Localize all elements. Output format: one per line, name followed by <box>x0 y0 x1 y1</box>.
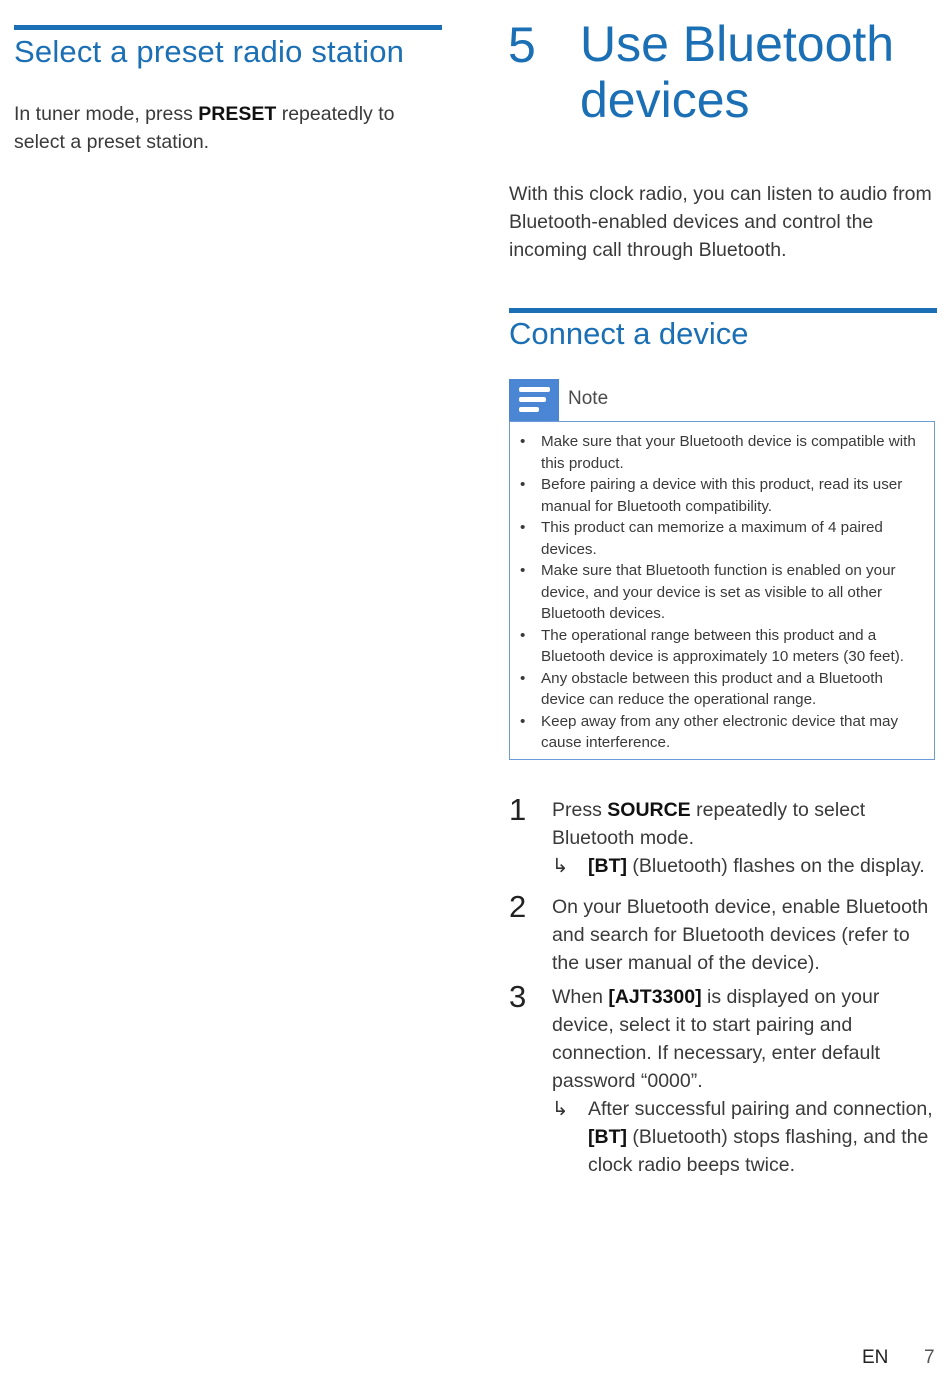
step-result <box>552 1095 939 1179</box>
step-text <box>552 983 939 1179</box>
result-arrow-icon: ↳ <box>552 855 569 877</box>
step-1-bold: SOURCE <box>607 799 691 821</box>
note-item-text: Before pairing a device with this product, read its user manual for Bluetooth compatibility. <box>541 476 903 515</box>
bullet: • <box>520 626 526 644</box>
step-3-result-pre: After successful pairing and connection, <box>588 1098 933 1120</box>
bullet: • <box>520 476 526 493</box>
step-number: 2 <box>509 889 527 924</box>
bullet: • <box>520 712 526 730</box>
left-para-pre: In tuner mode, press <box>14 103 199 125</box>
note-item-text: Any obstacle between this product and a Bluetooth device can reduce the operational range. <box>541 669 883 708</box>
result-arrow-icon: ↳ <box>552 1098 569 1120</box>
chapter-number: 5 <box>508 17 536 73</box>
note-item <box>520 711 930 754</box>
chapter-intro: With this clock radio, you can listen to audio from Bluetooth-enabled devices and control the incoming call through Bluetooth. <box>509 183 932 261</box>
note-list <box>520 431 930 754</box>
step-3-result-bold: [BT] <box>588 1126 627 1148</box>
step-text <box>552 796 939 880</box>
step-3-result-post: (Bluetooth) stops flashing, and the clock radio beeps twice. <box>588 1126 929 1176</box>
step-1 <box>509 792 939 880</box>
step-2 <box>509 889 939 977</box>
step-1-result-bold: [BT] <box>588 855 627 877</box>
left-para-bold: PRESET <box>198 103 277 125</box>
note-item <box>520 474 930 517</box>
step-3-pre: When <box>552 986 609 1008</box>
left-para-post: repeatedly to select a preset station. <box>14 103 395 153</box>
step-3 <box>509 979 939 1179</box>
footer-language: EN <box>862 1347 889 1368</box>
step-number: 3 <box>509 979 527 1014</box>
step-1-post: repeatedly to select Bluetooth mode. <box>552 799 866 849</box>
note-icon-line <box>519 397 546 402</box>
note-item <box>520 560 930 625</box>
note-item <box>520 668 930 711</box>
step-1-pre: Press <box>552 799 608 821</box>
note-label: Note <box>568 388 609 409</box>
step-result <box>552 852 939 880</box>
left-section-rule <box>14 25 442 30</box>
bullet: • <box>520 669 526 687</box>
left-section-paragraph <box>14 100 434 156</box>
note-item <box>520 625 930 668</box>
note-icon-line <box>519 387 550 392</box>
step-3-bold: [AJT3300] <box>608 986 702 1008</box>
bullet: • <box>520 562 526 579</box>
step-number: 1 <box>509 792 527 827</box>
note-item <box>520 517 930 560</box>
page-number: 7 <box>924 1347 935 1368</box>
note-item-text: The operational range between this product and a Bluetooth device is approximately 10 meters (30 feet). <box>541 626 904 665</box>
step-text: On your Bluetooth device, enable Bluetooth and search for Bluetooth devices (refer to the user manual of the device). <box>552 896 929 974</box>
step-3-post: is displayed on your device, select it to start pairing and connection. If necessary, enter default password “0000”. <box>552 986 881 1092</box>
note-item <box>520 431 930 474</box>
chapter-title: Use Bluetooth devices <box>580 16 895 128</box>
step-1-result-post: (Bluetooth) flashes on the display. <box>626 855 925 877</box>
section-rule <box>509 308 937 313</box>
note-item-text: Make sure that your Bluetooth device is compatible with this product. <box>541 433 916 472</box>
left-section-heading: Select a preset radio station <box>14 34 405 69</box>
note-item-text: Make sure that Bluetooth function is enabled on your device, and your device is set as visible to all other Bluetooth devices. <box>541 562 896 622</box>
bullet: • <box>520 433 526 450</box>
section-heading: Connect a device <box>509 316 749 351</box>
note-icon-line <box>519 407 539 412</box>
note-item-text: This product can memorize a maximum of 4 paired devices. <box>541 519 883 558</box>
note-icon <box>509 379 559 421</box>
bullet: • <box>520 519 526 536</box>
note-item-text: Keep away from any other electronic device that may cause interference. <box>541 712 899 751</box>
